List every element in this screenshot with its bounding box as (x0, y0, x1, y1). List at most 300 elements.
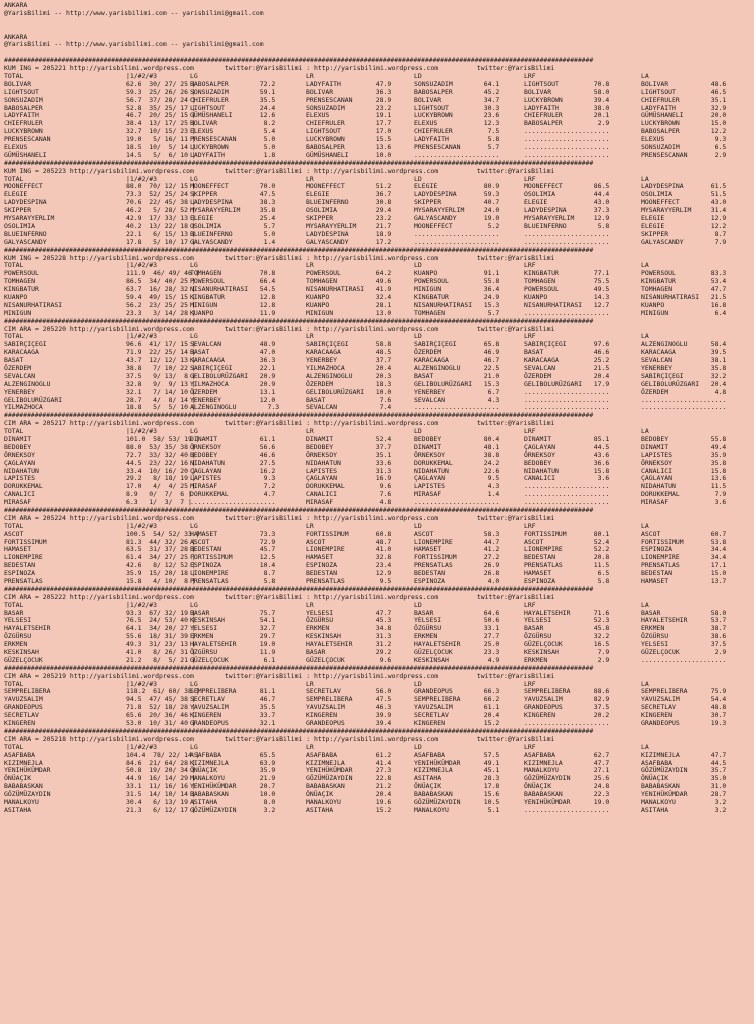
column-header: LG (190, 332, 198, 341)
table-cell: ...................... (524, 237, 610, 246)
column-header: TOTAL (4, 600, 24, 609)
column-header: |1/#2/#3 (126, 427, 158, 436)
table-cell: GÜZELÇOCUK 2.9 (641, 648, 727, 657)
table-cell: YAVUZSALIM 61.1 (414, 703, 500, 712)
table-cell: ASAFBABA 57.5 (414, 750, 500, 759)
table-cell: PRENSESCANAN 5.7 (414, 143, 500, 152)
table-cell: NIDAHATUN 22.6 (414, 466, 500, 475)
table-cell: ...................... (414, 498, 500, 507)
table-cell: DORUKKEMAL 24.2 (414, 458, 500, 467)
column-header: LA (641, 174, 649, 183)
separator-line: ########################################################################################################################################################## (4, 412, 594, 420)
table-cell: 18.8 5/ 5/ 10 | (126, 403, 196, 412)
table-cell: SEMPRELIBERA 66.2 (414, 695, 500, 704)
table-cell: 38.8 7/ 10/ 22 | (126, 363, 196, 372)
column-header: LR (306, 261, 314, 270)
table-cell: MYSARAYYERLIM 24.0 (414, 206, 500, 215)
table-cell: BASAT 47.0 (190, 348, 276, 357)
table-cell: KINGBATUR 77.1 (524, 269, 610, 278)
table-cell: KUANPO 28.1 (306, 300, 392, 309)
table-cell: 70.6 22/ 45/ 38 | (126, 198, 196, 207)
race-title: KUM ING = 205228 http://yarisbilimi.wordpress.com twitter:@YarisBilimi : http://yarisbilimi.wordpress.com twitter:@YarisBilimi (4, 254, 555, 262)
table-cell: HAMASET 32.8 (306, 553, 392, 562)
table-cell: GÜMÜSHANELI 20.0 (641, 111, 727, 120)
table-cell: LADYFAITH 47.9 (306, 79, 392, 88)
table-cell: ÖNÜAÇIK 35.0 (641, 774, 727, 783)
column-header: LRF (524, 72, 536, 81)
table-cell: 35.9 15/ 20/ 18 | (126, 569, 196, 578)
column-header: |1/#2/#3 (126, 742, 158, 751)
table-cell: ÇAGLAYAN 16.9 (306, 474, 392, 483)
table-cell: 33.4 10/ 16/ 20 | (126, 466, 196, 475)
table-cell: 40.2 13/ 22/ 18 | (126, 221, 196, 230)
table-cell: LIONEMPIRE 52.2 (524, 545, 610, 554)
table-cell: 49.3 31/ 23/ 13 | (126, 640, 196, 649)
table-cell: LIGHTSOUT 46.5 (641, 87, 727, 96)
table-cell: 111.9 46/ 49/ 46 | (126, 269, 200, 278)
table-cell: 81.3 44/ 32/ 26 | (126, 537, 196, 546)
table-cell: ...................... (524, 308, 610, 317)
table-cell: TOMHAGEN 70.8 (190, 269, 276, 278)
table-cell: 32.8 9/ 9/ 13 | (126, 379, 196, 388)
table-cell: MANALKOYU (4, 797, 39, 806)
table-cell: PRENSATLAS 17.1 (641, 561, 727, 570)
column-header: LA (641, 600, 649, 609)
table-cell: 71.9 22/ 25/ 14 | (126, 348, 196, 357)
table-cell: ASAFBABA (4, 750, 36, 759)
table-cell: ...................... (524, 498, 610, 507)
table-cell: BEDOBEY (4, 442, 32, 451)
table-cell: ASCOT 58.3 (414, 529, 500, 538)
table-cell: FORTISSIMUM 60.8 (306, 529, 392, 538)
table-cell: NISANURHATIRASI 41.9 (306, 285, 392, 294)
table-cell: ASCOT 60.7 (641, 529, 727, 538)
table-cell: KARACAAGA 36.3 (190, 356, 276, 365)
table-cell: SEMPRELIBERA 88.6 (524, 687, 610, 696)
table-cell: YENERBEY 6.7 (414, 387, 500, 396)
table-cell: LADYFAITH 38.0 (524, 103, 610, 112)
table-cell: GÖZÜMÜZAYDIN 3.2 (190, 805, 276, 814)
table-cell: BASAR (4, 608, 24, 617)
table-cell: ASAFBABA 62.7 (524, 750, 610, 759)
table-cell: ESPINOZA 5.8 (524, 577, 610, 586)
column-header: TOTAL (4, 427, 24, 436)
table-cell: YILMAZHOCA 20.4 (306, 363, 392, 372)
table-cell: KIZIMNEJLA (4, 758, 43, 767)
table-cell: DORUKKEMAL 7.9 (641, 490, 727, 499)
table-cell: HAMASET 13.7 (641, 577, 727, 586)
table-cell: BLUEINFERNO 30.8 (306, 198, 392, 207)
table-cell: POWERSOUL 66.4 (190, 277, 276, 286)
table-cell: SKIPPER (4, 206, 32, 215)
table-cell: ESPINOZA (4, 569, 36, 578)
table-cell: ...................... (524, 387, 610, 396)
table-cell: 56.2 23/ 25/ 25 | (126, 300, 196, 309)
table-cell: ÖRNEKSOY (4, 450, 36, 459)
table-cell: ÖRNEKSOY 56.6 (190, 442, 276, 451)
table-cell: ÖRNEKSOY 35.8 (641, 458, 727, 467)
column-header: |1/#2/#3 (126, 332, 158, 341)
table-cell: CHIEFRULER 35.1 (641, 95, 727, 104)
column-header: LG (190, 72, 198, 81)
table-cell: KUANPO 91.1 (414, 269, 500, 278)
table-row (4, 310, 752, 318)
table-cell: LIONEMPIRE 8.7 (190, 569, 276, 578)
table-cell: 61.4 34/ 27/ 25 | (126, 553, 196, 562)
table-cell: 88.0 53/ 35/ 38 | (126, 442, 196, 451)
table-cell: KESKINSAH 4.9 (414, 655, 500, 664)
table-cell: BASAT 7.6 (306, 395, 392, 404)
table-cell: BEDESTAN 12.9 (306, 569, 392, 578)
table-cell: YENERBEY 35.8 (641, 363, 727, 372)
table-cell: GALYASCANDY 1.4 (190, 237, 276, 246)
table-cell: 14.5 5/ 6/ 10 | (126, 150, 196, 159)
column-header: LRF (524, 600, 536, 609)
table-cell: LUCKYBROWN (4, 127, 43, 136)
table-cell: ELEXUS (4, 143, 28, 152)
race-section (4, 665, 752, 728)
table-cell: MOONEFFECT 5.2 (414, 221, 500, 230)
table-cell: ...................... (414, 403, 500, 412)
table-cell: SECRETLAV 48.8 (641, 703, 727, 712)
table-cell: KARACAAGA 46.7 (414, 356, 500, 365)
table-cell: ...................... (524, 482, 610, 491)
table-cell: 94.5 47/ 45/ 38 | (126, 695, 196, 704)
table-cell: KIZIMNEJLA 47.7 (641, 750, 727, 759)
table-cell: ÖRNEKSOY 43.6 (524, 450, 610, 459)
column-header: TOTAL (4, 332, 24, 341)
column-header: LRF (524, 261, 536, 270)
table-row (4, 720, 752, 728)
table-cell: 59.3 25/ 26/ 26 | (126, 87, 196, 96)
table-cell: GALYASCANDY 7.9 (641, 237, 727, 246)
table-cell: MOONEFFECT 51.2 (306, 182, 392, 191)
column-header: |1/#2/#3 (126, 174, 158, 183)
table-row (4, 499, 752, 507)
table-cell: TOMHAGEN 5.7 (414, 308, 500, 317)
table-row (4, 404, 752, 412)
table-cell: ERKMEN 27.7 (414, 632, 500, 641)
table-cell: CHIEFRULER 7.5 (414, 127, 500, 136)
table-cell: 72.7 33/ 32/ 40 | (126, 450, 196, 459)
table-cell: MOONEFFECT (4, 182, 43, 191)
table-cell: DINAMIT (4, 434, 32, 443)
table-cell: MYSARAYYERLIM (4, 214, 55, 223)
table-cell: HAYALETSEHIR 71.6 (524, 608, 610, 617)
table-cell: PRENSATLAS (4, 577, 43, 586)
column-header: |1/#2/#3 (126, 679, 158, 688)
table-cell: ÇAGLAYAN (4, 458, 36, 467)
column-header: LD (414, 332, 422, 341)
table-cell: MINIGUN 13.0 (306, 308, 392, 317)
table-cell: SEVALCAN 21.5 (524, 363, 610, 372)
table-cell: 65.6 20/ 36/ 46 | (126, 711, 196, 720)
column-header: |1/#2/#3 (126, 261, 158, 270)
table-cell: DINAMIT 48.1 (414, 442, 500, 451)
table-cell: GRANDEOPUS 66.3 (414, 687, 500, 696)
table-cell: ELEGIE 12.9 (641, 214, 727, 223)
table-cell: BEDOBEY 37.7 (306, 442, 392, 451)
table-cell: 22.1 6/ 15/ 13 | (126, 229, 196, 238)
table-cell: DORUKKEMAL 4.7 (190, 490, 276, 499)
table-cell: MANALKOYU 5.1 (414, 805, 500, 814)
table-cell: ERKMEN 38.7 (641, 624, 727, 633)
table-cell: LUCKYBROWN 5.0 (190, 143, 276, 152)
race-title: CIM ARA = 205217 http://yarisbilimi.wordpress.com twitter:@YarisBilimi : http://yarisbilimi.wordpress.com twitter:@YarisBilimi (4, 420, 555, 428)
table-cell: 8.9 0/ 7/ 6 | (126, 490, 192, 499)
table-cell: ÖNÜAÇIK 17.8 (414, 782, 500, 791)
table-cell: MINIGUN 12.8 (190, 300, 276, 309)
table-cell: ...................... (190, 498, 276, 507)
table-cell: YILMAZHOCA (4, 403, 43, 412)
table-row (4, 152, 752, 160)
table-cell: ALZENGINOGLU 7.3 (190, 403, 280, 412)
table-cell: TOMHAGEN 47.7 (641, 285, 727, 294)
table-cell: MIRASAF 1.4 (414, 490, 500, 499)
column-header: LRF (524, 742, 536, 751)
table-cell: GÖZÜMÜZAYDIN 25.6 (524, 774, 610, 783)
table-cell: GRANDEOPUS 32.1 (190, 719, 276, 728)
table-cell: SEVALCAN 48.9 (190, 340, 276, 349)
table-row (4, 807, 752, 815)
table-cell: ELEGIE (4, 190, 28, 199)
table-cell: 44.9 16/ 14/ 29 | (126, 774, 196, 783)
table-cell: PRENSATLAS 9.5 (306, 577, 392, 586)
table-cell: BOLIVAR 34.7 (414, 95, 500, 104)
table-cell: GÜZELÇOCUK 9.6 (306, 655, 392, 664)
table-cell: ASCOT (4, 529, 24, 538)
table-cell: ASCOT 72.9 (190, 537, 276, 546)
table-cell: CHIEFRULER 35.5 (190, 95, 276, 104)
table-cell: SEMPRELIBERA 81.1 (190, 687, 276, 696)
table-cell: POWERSOUL (4, 269, 39, 278)
table-cell: ...................... (414, 237, 500, 246)
table-cell: BASAR 75.7 (190, 608, 276, 617)
table-cell: ...................... (641, 395, 727, 404)
table-cell: GELIBOLURÜZGARI (4, 395, 63, 404)
table-cell: TOMHAGEN 75.5 (524, 277, 610, 286)
table-cell: KIZIMNEJLA 41.4 (306, 758, 392, 767)
table-cell: SABIRÇIÇEGI 97.6 (524, 340, 610, 349)
table-cell: GÜMÜSHANELI 10.0 (306, 150, 392, 159)
table-cell: ESPINOZA 10.4 (190, 561, 276, 570)
table-cell: LAPISTES 4.3 (414, 482, 500, 491)
table-cell: ÇAGLAYAN 44.5 (524, 442, 610, 451)
table-cell: SONSUZADIM 59.1 (190, 87, 276, 96)
table-cell: GELIBOLURÜZGARI 20.4 (641, 379, 727, 388)
table-cell: SABIRÇIÇEGI 22.1 (190, 363, 276, 372)
table-cell: YAVUZSALIM 35.5 (190, 703, 276, 712)
table-cell: LIGHTSOUT (4, 87, 39, 96)
table-cell: YAVUZSALIM 46.3 (306, 703, 392, 712)
column-header: LD (414, 72, 422, 81)
separator-line: ########################################################################################################################################################## (4, 246, 594, 254)
table-cell: TOMHAGEN (4, 277, 36, 286)
table-cell: PRENSESCANAN 2.9 (641, 150, 727, 159)
table-cell: OSOLIMIA 51.5 (641, 190, 727, 199)
table-cell: HAYALETSEHIR 31.2 (306, 640, 392, 649)
table-cell: ALZENGINOGLU 58.4 (641, 340, 727, 349)
table-cell: SEMPRELIBERA 47.5 (306, 695, 392, 704)
table-cell: 71.8 52/ 18/ 28 | (126, 703, 196, 712)
table-cell: ...................... (524, 135, 610, 144)
table-cell: ALZENGINOGLU (4, 379, 51, 388)
table-cell: YENIHÜKÜMDAR (4, 766, 51, 775)
table-cell: PRENSATLAS 11.5 (524, 561, 610, 570)
table-cell: 73.3 52/ 25/ 24 | (126, 190, 196, 199)
separator-line: ########################################################################################################################################################## (4, 585, 594, 593)
table-cell: NIDAHATUN 11.5 (641, 482, 727, 491)
table-cell: ÖZERDEM 13.1 (190, 387, 276, 396)
table-cell: BOLIVAR 8.2 (190, 119, 276, 128)
table-cell: GÜMÜSHANELI 12.6 (190, 111, 276, 120)
table-cell: KARACAAGA 25.2 (524, 356, 610, 365)
table-cell: ELEXUS 9.3 (641, 135, 727, 144)
table-cell: ASAFBABA 44.5 (641, 758, 727, 767)
table-cell: LAPISTES 35.9 (641, 450, 727, 459)
column-header: LA (641, 742, 649, 751)
race-section (4, 412, 752, 507)
table-cell: HAMASET 41.2 (414, 545, 500, 554)
table-cell: ERKMEN 29.7 (190, 632, 276, 641)
table-cell: SEVALCAN (4, 371, 36, 380)
table-cell: ÖZERDEM (4, 363, 32, 372)
table-cell: KIZIMNEJLA 47.7 (524, 758, 610, 767)
table-cell: ÖRNEKSOY 38.8 (414, 450, 500, 459)
table-cell: SEVALCAN 4.3 (414, 395, 500, 404)
table-cell: BEDESTAN 15.0 (641, 569, 727, 578)
table-cell: KINGEREN 15.2 (414, 719, 500, 728)
column-header: TOTAL (4, 261, 24, 270)
table-cell: DORUKKEMAL (4, 482, 43, 491)
table-cell: BEDOBEY 46.6 (190, 450, 276, 459)
table-cell: YENIHÜKÜMDAR 49.1 (414, 758, 500, 767)
column-header: LD (414, 174, 422, 183)
table-row (4, 578, 752, 586)
table-cell: BABABASKAN 31.0 (641, 782, 727, 791)
table-cell: 42.6 8/ 12/ 52 | (126, 561, 196, 570)
table-cell: HAMASET 73.3 (190, 529, 276, 538)
table-cell: ASITAHA (4, 805, 32, 814)
table-cell: CANALICI (4, 490, 36, 499)
table-cell: SEMPRELIBERA 75.9 (641, 687, 727, 696)
table-cell: GELIBOLURÜZGARI 15.3 (414, 379, 500, 388)
separator-line: ########################################################################################################################################################## (4, 664, 594, 672)
table-row (4, 239, 752, 247)
table-cell: SONSUZADIM 64.1 (414, 79, 500, 88)
table-cell: LAPISTES (4, 474, 36, 483)
table-cell: BEDESTAN 45.7 (190, 545, 276, 554)
table-cell: 23.3 3/ 14/ 28 | (126, 308, 196, 317)
table-cell: LIGHTSOUT 17.0 (306, 127, 392, 136)
table-cell: FORTISSIMUM 80.1 (524, 529, 610, 538)
table-cell: FORTISSIMUM 53.8 (641, 537, 727, 546)
table-cell: NISANURHATIRASI 12.7 (524, 300, 610, 309)
table-cell: SONSUZADIM 6.5 (641, 143, 727, 152)
table-cell: GÖZÜMÜZAYDIN 35.7 (641, 766, 727, 775)
table-cell: MYSARAYYERLIM 21.7 (306, 221, 392, 230)
table-cell: LADYFAITH 1.8 (190, 150, 276, 159)
column-header: LA (641, 261, 649, 270)
table-cell: HAMASET 6.5 (524, 569, 610, 578)
table-cell: LADYFAITH (4, 111, 39, 120)
table-cell: MYSARAYYERLIM 12.9 (524, 214, 610, 223)
table-cell: DINAMIT 85.1 (524, 434, 610, 443)
race-title: CIM ARA = 205224 http://yarisbilimi.wordpress.com twitter:@YarisBilimi : http://yarisbilimi.wordpress.com twitter:@YarisBilimi (4, 514, 555, 522)
column-header: LG (190, 679, 198, 688)
table-cell: LAPISTES 31.3 (306, 466, 392, 475)
table-cell: KUANPO 11.9 (190, 308, 276, 317)
table-cell: KUANPO 32.4 (306, 292, 392, 301)
table-cell: GÜZELÇOCUK (4, 655, 43, 664)
table-cell: YELSESI 47.7 (306, 608, 392, 617)
table-cell: 88.0 70/ 12/ 15 | (126, 182, 196, 191)
table-cell: BEDOBEY 55.8 (641, 434, 727, 443)
table-cell: 37.5 9/ 13/ 8 | (126, 371, 196, 380)
table-cell: ...................... (524, 490, 610, 499)
table-cell: BASAT 21.0 (414, 371, 500, 380)
table-cell: GÖZÜMÜZAYDIN 22.8 (306, 774, 392, 783)
table-cell: ÖZERDEM 18.3 (306, 379, 392, 388)
table-cell: KINGBATUR 24.9 (414, 292, 500, 301)
table-cell: LIGHTSOUT 30.3 (414, 103, 500, 112)
table-cell: MINIGUN 36.4 (414, 285, 500, 294)
column-header: LG (190, 600, 198, 609)
table-cell: POWERSOUL 55.8 (414, 277, 500, 286)
column-header: LRF (524, 427, 536, 436)
table-cell: 43.7 12/ 12/ 13 | (126, 356, 196, 365)
table-cell: NISANURHATIRASI (4, 300, 63, 309)
table-cell: LAPISTES 9.3 (190, 474, 276, 483)
table-cell: MINIGUN (4, 308, 32, 317)
table-cell: HAYALETSEHIR 19.0 (190, 640, 276, 649)
table-cell: GRANDEOPUS 19.3 (641, 719, 727, 728)
table-cell: ÖZGÜRSU (4, 632, 32, 641)
table-cell: YENIHÜKÜMDAR 27.3 (306, 766, 392, 775)
table-cell: PRENSESCANAN (4, 135, 51, 144)
table-cell: ASITAHA 8.0 (190, 797, 276, 806)
table-cell: 41.0 8/ 26/ 31 | (126, 648, 196, 657)
table-cell: SONSUZADIM (4, 95, 43, 104)
contact-links-top: @YarisBilimi -- http://www.yarisbilimi.com -- yarisbilimi@gmail.com (4, 9, 264, 17)
table-cell: LADYDESPINA 61.5 (641, 182, 727, 191)
race-section (4, 586, 752, 665)
table-cell: ASITAHA 28.3 (414, 774, 500, 783)
column-header: LA (641, 332, 649, 341)
table-cell: SECRETLAV 46.7 (190, 695, 276, 704)
table-cell: BEDESTAN 26.8 (414, 569, 500, 578)
table-cell: KUANPO 16.8 (641, 300, 727, 309)
table-cell: YENIHÜKÜMDAR 20.7 (190, 782, 276, 791)
table-cell: SABIRÇIÇEGI 58.8 (306, 340, 392, 349)
table-cell: BOLIVAR 48.6 (641, 79, 727, 88)
table-cell: ...................... (414, 229, 500, 238)
table-cell: 44.5 23/ 22/ 16 | (126, 458, 196, 467)
table-cell: 17.8 5/ 10/ 17 | (126, 237, 196, 246)
table-cell: POWERSOUL 49.5 (524, 285, 610, 294)
table-cell: FORTISSIMUM (4, 537, 47, 546)
race-title: CIM ARA = 205220 http://yarisbilimi.wordpress.com twitter:@YarisBilimi : http://yarisbilimi.wordpress.com twitter:@YarisBilimi (4, 325, 555, 333)
table-cell: BASAR 45.8 (524, 624, 610, 633)
race-section (4, 507, 752, 586)
race-title: KUM ING = 205223 http://yarisbilimi.wordpress.com twitter:@YarisBilimi : http://yarisbilimi.wordpress.com twitter:@YarisBilimi (4, 167, 555, 175)
table-cell: GÜMÜSHANELI (4, 150, 47, 159)
table-cell: KINGBATUR 53.4 (641, 277, 727, 286)
table-cell: ASCOT 48.7 (306, 537, 392, 546)
table-cell: PRENSATLAS 5.8 (190, 577, 276, 586)
table-cell: GÖZÜMÜZAYDIN 10.5 (414, 797, 500, 806)
table-cell: FORTISSIMUM 27.2 (414, 553, 500, 562)
